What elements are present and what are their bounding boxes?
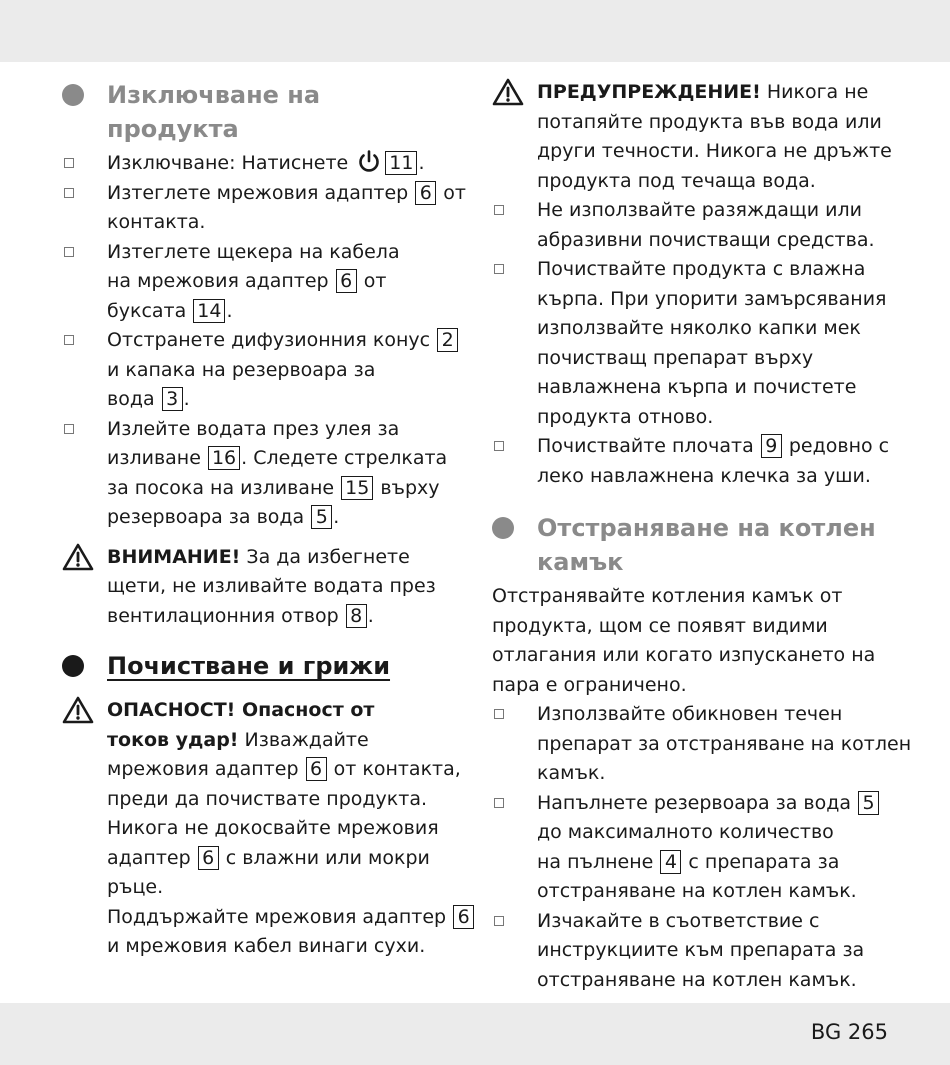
part-ref: 5: [311, 505, 332, 529]
part-ref: 6: [198, 846, 219, 870]
part-ref: 8: [346, 604, 367, 628]
part-ref: 3: [162, 387, 183, 411]
part-ref: 9: [761, 434, 782, 458]
checkbox-square-icon: [494, 441, 504, 451]
heading-cleaning: Почистване и грижи: [62, 649, 472, 683]
right-column: [492, 78, 912, 995]
part-ref: 6: [306, 757, 327, 781]
list-item: Изтеглете мрежовия адаптер 6 от контакта.: [62, 179, 472, 238]
part-ref: 4: [660, 850, 681, 874]
list-item: Изтеглете щекера на кабела на мрежовия адаптер 6 от буксата 14 .: [62, 238, 472, 327]
section-dot-icon: [62, 84, 84, 106]
page-number: BG 265: [810, 1020, 888, 1044]
warning-danger: ОПАСНОСТ! Опасност от токов удар! Изваждайте мрежовия адаптер 6 от контакта, преди да почиствате продукта. Никога не докосвайте мрежовия адаптер 6 с влажни или мокри ръце. Поддържайте мрежовия адаптер 6 и мрежовия кабел винаги сухи.: [62, 696, 472, 962]
list-item: Напълнете резервоара за вода 5 до максималното количество на пълнене 4 с препарата за отстраняване на котлен камък.: [492, 789, 902, 907]
part-ref: 2: [437, 328, 458, 352]
list-item: Почиствайте плочата 9 редовно с леко навлажнена клечка за уши.: [492, 432, 902, 491]
warning-caution: ВНИМАНИЕ! За да избегнете щети, не изливайте водата през вентилационния отвор 8 .: [62, 543, 472, 632]
checkbox-square-icon: [494, 264, 504, 274]
part-ref: 6: [415, 181, 436, 205]
checkbox-square-icon: [494, 798, 504, 808]
checkbox-square-icon: [64, 158, 74, 168]
list-item: Отстранете дифузионния конус 2 и капака на резервоара за вода 3 .: [62, 326, 472, 415]
descaling-paragraph: Отстранявайте котления камък от продукта, щом се появят видими отлагания или когато изпускането на пара е ограничено.: [492, 585, 876, 696]
list-item: Изчакайте в съответствие с инструкциите към препарата за отстраняване на котлен камък.: [492, 907, 902, 996]
heading-descaling: Отстраняване на котлен камък: [492, 511, 902, 579]
part-ref: 6: [453, 905, 474, 929]
warning-triangle-icon: [62, 696, 94, 724]
list-item: Изключване: Натиснете 11 .: [62, 149, 472, 179]
part-ref: 16: [208, 446, 240, 470]
top-band: [0, 0, 950, 62]
section-dot-icon: [492, 517, 514, 539]
checkbox-square-icon: [494, 205, 504, 215]
part-ref: 15: [341, 476, 373, 500]
list-item: Не използвайте разяждащи или абразивни почистващи средства.: [492, 196, 902, 255]
checkbox-square-icon: [64, 335, 74, 345]
part-ref: 6: [336, 269, 357, 293]
list-item: Излейте водата през улея за изливане 16 . Следете стрелката за посока на изливане 15 върху резервоара за вода 5 .: [62, 415, 472, 533]
warning-triangle-icon: [492, 78, 524, 106]
list-item: Използвайте обикновен течен препарат за отстраняване на котлен камък.: [492, 700, 902, 789]
checkbox-square-icon: [64, 424, 74, 434]
left-column: [62, 78, 472, 962]
checkbox-square-icon: [64, 188, 74, 198]
section-dot-icon: [62, 655, 84, 677]
part-ref: 5: [858, 791, 879, 815]
checkbox-square-icon: [64, 247, 74, 257]
warning-triangle-icon: [62, 543, 94, 571]
part-ref: 14: [193, 299, 225, 323]
bottom-band: [0, 1003, 950, 1065]
checkbox-square-icon: [494, 916, 504, 926]
power-icon: [356, 150, 382, 174]
heading-switch-off: Изключване на продукта: [62, 78, 472, 146]
checkbox-square-icon: [494, 709, 504, 719]
warning-notice: ПРЕДУПРЕЖДЕНИЕ! Никога не потапяйте продукта във вода или други течности. Никога не дръжте продукта под течаща вода.: [492, 78, 902, 196]
list-item: Почиствайте продукта с влажна кърпа. При упорити замърсявания използвайте няколко капки мек почистващ препарат върху навлажнена кърпа и почистете продукта отново.: [492, 255, 902, 432]
part-ref: 11: [385, 151, 417, 175]
